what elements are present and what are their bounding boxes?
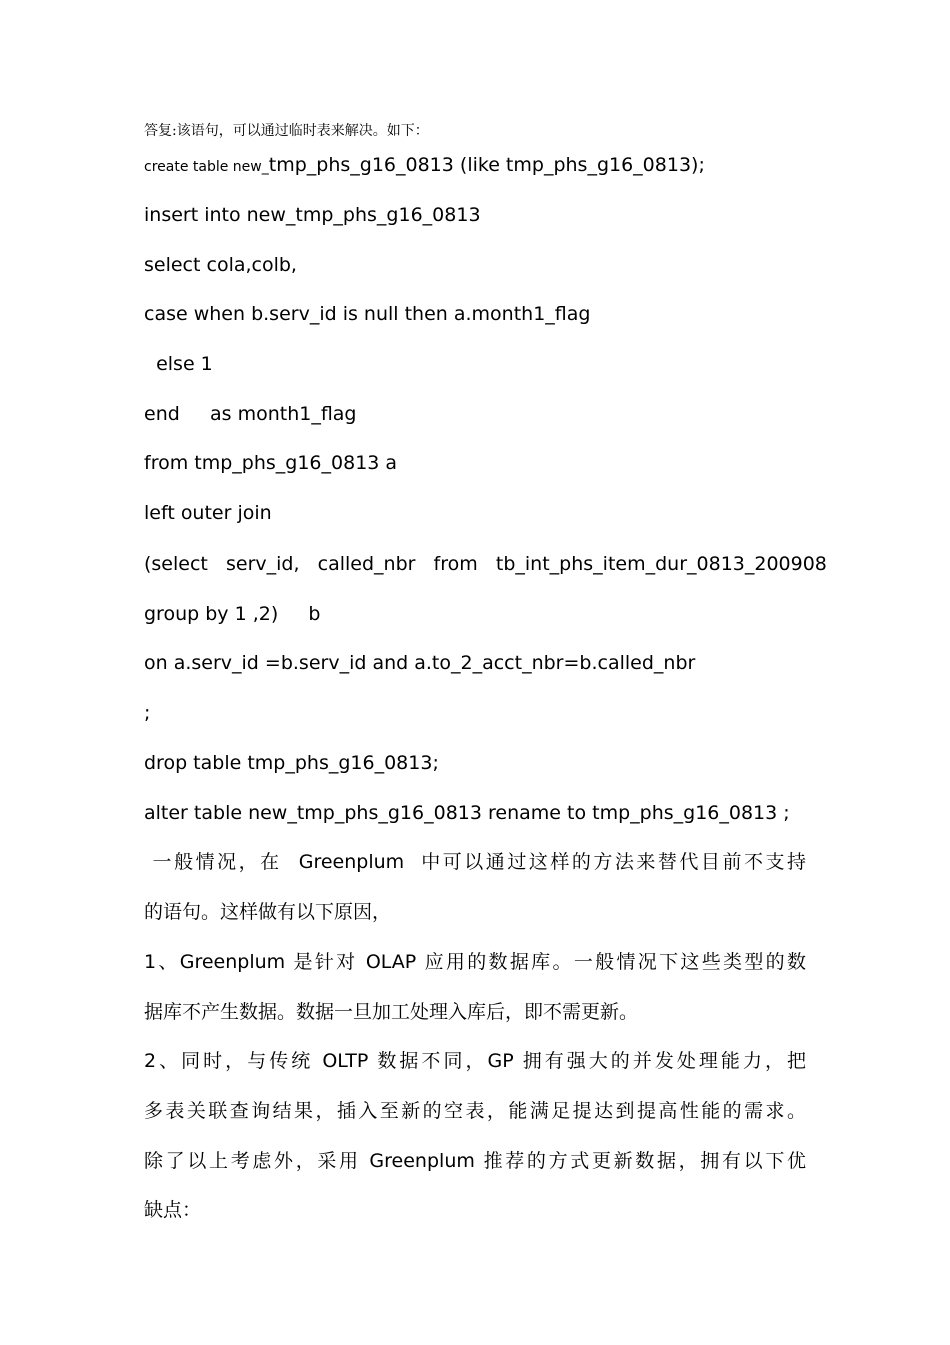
sql-line: on a.serv_id =b.serv_id and a.to_2_acct_nbr=b.called_nbr <box>144 652 696 674</box>
sql-line: insert into new_tmp_phs_g16_0813 <box>144 204 481 226</box>
sql-line: ; <box>144 702 151 724</box>
sql-line: from tmp_phs_g16_0813 a <box>144 452 398 474</box>
sql-line: left outer join <box>144 502 272 524</box>
create-table-line <box>144 151 705 179</box>
create-table-suffix: tmp_phs_g16_0813 (like tmp_phs_g16_0813); <box>268 154 705 176</box>
reply-intro-line: 答复:该语句，可以通过临时表来解决。如下： <box>144 123 429 139</box>
paragraph-line: 缺点： <box>144 1199 202 1221</box>
sql-line: alter table new_tmp_phs_g16_0813 rename to tmp_phs_g16_0813 ; <box>144 802 790 824</box>
paragraph-line: 1、Greenplum 是针对 OLAP 应用的数据库。一般情况下这些类型的数 <box>144 951 806 973</box>
paragraph-line: 的语句。这样做有以下原因， <box>144 901 392 923</box>
paragraph-line: 一般情况，在 Greenplum 中可以通过这样的方法来替代目前不支持 <box>144 851 806 873</box>
create-table-prefix: create table new_ <box>144 159 269 175</box>
sql-line: end as month1_flag <box>144 403 357 425</box>
paragraph-line: 据库不产生数据。数据一旦加工处理入库后，即不需更新。 <box>144 1001 639 1023</box>
paragraph-line: 除了以上考虑外，采用 Greenplum 推荐的方式更新数据，拥有以下优 <box>144 1150 806 1172</box>
sql-line: case when b.serv_id is null then a.month1_flag <box>144 303 591 325</box>
paragraph-line: 2、同时，与传统 OLTP 数据不同，GP 拥有强大的并发处理能力，把 <box>144 1050 806 1072</box>
sql-line: (select serv_id, called_nbr from tb_int_phs_item_dur_0813_200908 <box>144 553 827 575</box>
paragraph-line: 多表关联查询结果，插入至新的空表，能满足提达到提高性能的需求。 <box>144 1100 806 1122</box>
sql-line: else 1 <box>144 353 213 375</box>
sql-line: group by 1 ,2) b <box>144 603 321 625</box>
sql-line: drop table tmp_phs_g16_0813; <box>144 752 439 774</box>
sql-line: select cola,colb, <box>144 254 297 276</box>
